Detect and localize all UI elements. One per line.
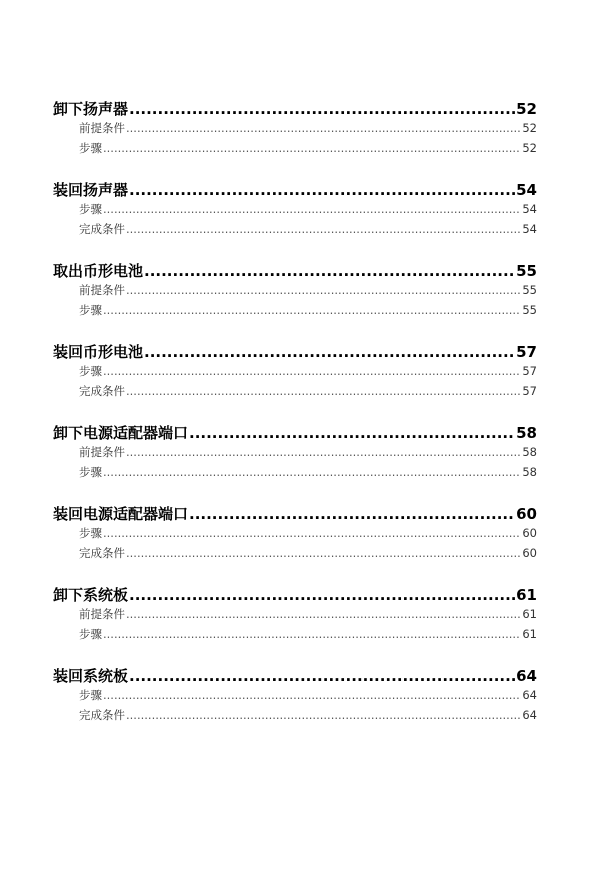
toc-heading-entry[interactable] xyxy=(53,179,537,201)
toc-subentry-label: 前提条件 xyxy=(79,445,125,459)
toc-subentry-page: 61 xyxy=(522,607,537,621)
toc-subentry-page: 60 xyxy=(522,526,537,540)
toc-subentry-label: 完成条件 xyxy=(79,222,125,236)
toc-subentry-label: 步骤 xyxy=(79,364,102,378)
toc-subentry-page: 55 xyxy=(522,303,537,317)
toc-subentry-label: 前提条件 xyxy=(79,283,125,297)
toc-subentry-label: 步骤 xyxy=(79,627,102,641)
toc-leader-dots xyxy=(103,303,521,317)
toc-subentry-label: 步骤 xyxy=(79,526,102,540)
toc-leader-dots xyxy=(189,424,515,442)
toc-leader-dots xyxy=(103,627,521,641)
toc-leader-dots xyxy=(144,262,515,280)
toc-leader-dots xyxy=(126,607,521,621)
toc-heading-page: 58 xyxy=(516,424,537,442)
toc-subentry-label: 完成条件 xyxy=(79,384,125,398)
toc-heading-title: 装回系统板 xyxy=(53,667,129,685)
toc-subentry[interactable] xyxy=(53,302,537,322)
toc-leader-dots xyxy=(103,688,521,702)
toc-leader-dots xyxy=(126,708,521,722)
toc-subentry[interactable] xyxy=(53,120,537,140)
toc-heading-entry[interactable] xyxy=(53,260,537,282)
toc-subentry-page: 52 xyxy=(522,141,537,155)
toc-subentry-label: 步骤 xyxy=(79,202,102,216)
toc-subentry-label: 步骤 xyxy=(79,303,102,317)
toc-leader-dots xyxy=(126,283,521,297)
toc-leader-dots xyxy=(103,526,521,540)
toc-heading-page: 57 xyxy=(516,343,537,361)
toc-heading-title: 卸下扬声器 xyxy=(53,100,129,118)
toc-subentry-label: 步骤 xyxy=(79,688,102,702)
toc-subentry[interactable] xyxy=(53,363,537,383)
toc-heading-page: 60 xyxy=(516,505,537,523)
toc-subentry-page: 57 xyxy=(522,384,537,398)
toc-subentry[interactable] xyxy=(53,282,537,302)
toc-subentry-label: 步骤 xyxy=(79,141,102,155)
toc-subentry[interactable] xyxy=(53,525,537,545)
toc-subentry-page: 58 xyxy=(522,465,537,479)
toc-heading-page: 55 xyxy=(516,262,537,280)
toc-subentry[interactable] xyxy=(53,464,537,484)
toc-section xyxy=(53,503,537,565)
toc-subentry[interactable] xyxy=(53,545,537,565)
toc-heading-entry[interactable] xyxy=(53,98,537,120)
toc-leader-dots xyxy=(126,445,521,459)
toc-subentry-label: 完成条件 xyxy=(79,708,125,722)
toc-section xyxy=(53,341,537,403)
toc-section xyxy=(53,179,537,241)
toc-leader-dots xyxy=(144,343,515,361)
toc-subentry-label: 步骤 xyxy=(79,465,102,479)
toc-leader-dots xyxy=(126,121,521,135)
toc-heading-title: 装回电源适配器端口 xyxy=(53,505,189,523)
toc-leader-dots xyxy=(129,100,515,118)
toc-heading-page: 64 xyxy=(516,667,537,685)
toc-subentry[interactable] xyxy=(53,687,537,707)
toc-subentry-page: 60 xyxy=(522,546,537,560)
toc-leader-dots xyxy=(126,222,521,236)
toc-subentry-page: 54 xyxy=(522,222,537,236)
toc-leader-dots xyxy=(103,141,521,155)
toc-subentry[interactable] xyxy=(53,201,537,221)
toc-subentry-label: 完成条件 xyxy=(79,546,125,560)
toc-subentry-page: 61 xyxy=(522,627,537,641)
toc-section xyxy=(53,422,537,484)
toc-leader-dots xyxy=(103,465,521,479)
toc-subentry[interactable] xyxy=(53,444,537,464)
toc-subentry-page: 52 xyxy=(522,121,537,135)
toc-heading-page: 54 xyxy=(516,181,537,199)
toc-leader-dots xyxy=(129,181,515,199)
toc-heading-title: 装回币形电池 xyxy=(53,343,144,361)
toc-subentry-label: 前提条件 xyxy=(79,121,125,135)
toc-leader-dots xyxy=(126,546,521,560)
toc-heading-entry[interactable] xyxy=(53,665,537,687)
toc-subentry[interactable] xyxy=(53,383,537,403)
toc-heading-title: 卸下电源适配器端口 xyxy=(53,424,189,442)
toc-heading-entry[interactable] xyxy=(53,341,537,363)
toc-subentry-page: 64 xyxy=(522,708,537,722)
toc-heading-title: 取出币形电池 xyxy=(53,262,144,280)
toc-heading-title: 装回扬声器 xyxy=(53,181,129,199)
toc-subentry-page: 64 xyxy=(522,688,537,702)
toc-heading-page: 52 xyxy=(516,100,537,118)
toc-subentry-page: 54 xyxy=(522,202,537,216)
toc-subentry[interactable] xyxy=(53,140,537,160)
toc-subentry-page: 58 xyxy=(522,445,537,459)
toc-leader-dots xyxy=(103,202,521,216)
toc-section xyxy=(53,584,537,646)
toc-leader-dots xyxy=(129,586,515,604)
toc-subentry-page: 55 xyxy=(522,283,537,297)
toc-subentry[interactable] xyxy=(53,606,537,626)
toc-heading-entry[interactable] xyxy=(53,503,537,525)
toc-leader-dots xyxy=(103,364,521,378)
toc-leader-dots xyxy=(189,505,515,523)
toc-heading-page: 61 xyxy=(516,586,537,604)
toc-subentry[interactable] xyxy=(53,707,537,727)
toc-leader-dots xyxy=(129,667,515,685)
toc-subentry-label: 前提条件 xyxy=(79,607,125,621)
toc-subentry[interactable] xyxy=(53,626,537,646)
toc-section xyxy=(53,260,537,322)
toc-heading-entry[interactable] xyxy=(53,584,537,606)
toc-subentry[interactable] xyxy=(53,221,537,241)
toc-leader-dots xyxy=(126,384,521,398)
toc-subentry-page: 57 xyxy=(522,364,537,378)
toc-section xyxy=(53,665,537,727)
toc-heading-entry[interactable] xyxy=(53,422,537,444)
table-of-contents xyxy=(53,98,537,746)
toc-section xyxy=(53,98,537,160)
toc-heading-title: 卸下系统板 xyxy=(53,586,129,604)
